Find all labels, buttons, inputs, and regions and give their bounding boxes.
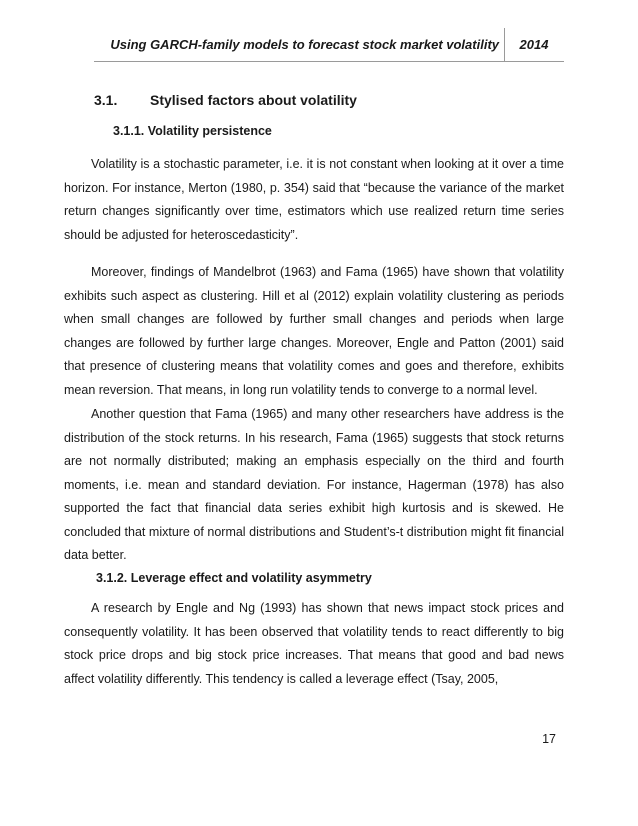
subsection-heading-volatility-persistence: 3.1.1. Volatility persistence	[113, 124, 272, 138]
section-number: 3.1.	[94, 92, 118, 108]
subsection-heading-leverage-effect: 3.1.2. Leverage effect and volatility asymmetry	[96, 571, 372, 585]
header-title: Using GARCH-family models to forecast stock market volatility	[110, 37, 499, 52]
page-header	[0, 0, 638, 70]
paragraph-1: Volatility is a stochastic parameter, i.e. it is not constant when looking at it over a time horizon. For instance, Merton (1980, p. 354) said that “because the variance of the market return changes significantly over time, estimators which use realized return time series should be adjusted for heteroscedasticity”.	[64, 157, 564, 242]
section-title: Stylised factors about volatility	[150, 92, 357, 108]
page-number: 17	[542, 732, 556, 746]
paragraph-2: Moreover, findings of Mandelbrot (1963) and Fama (1965) have shown that volatility exhibits such aspect as clustering. Hill et al (2012) explain volatility clustering as periods when small changes are followed by further small changes and periods when large changes are followed by further large changes. Moreover, Engle and Patton (2001) said that presence of clustering means that volatility comes and goes and therefore, exhibits mean reversion. That means, in long run volatility tends to converge to a normal level.	[64, 265, 564, 397]
header-year: 2014	[519, 37, 549, 52]
paragraph-3: Another question that Fama (1965) and many other researchers have address is the distribution of the stock returns. In his research, Fama (1965) suggests that stock returns are not normally distributed; making an emphasis especially on the third and fourth moments, i.e. mean and standard deviation. For instance, Hagerman (1978) has also supported the fact that financial data series exhibit high kurtosis and is skewed. He concluded that mixture of normal distributions and Student’s-t distribution might fit financial data better.	[64, 407, 564, 562]
paragraph-4: A research by Engle and Ng (1993) has shown that news impact stock prices and consequently volatility. It has been observed that volatility tends to react differently to big stock price drops and big stock price increases. That means that good and bad news affect volatility differently. This tendency is called a leverage effect (Tsay, 2005,	[64, 601, 564, 686]
header-rule	[94, 61, 564, 62]
header-divider	[504, 28, 505, 62]
